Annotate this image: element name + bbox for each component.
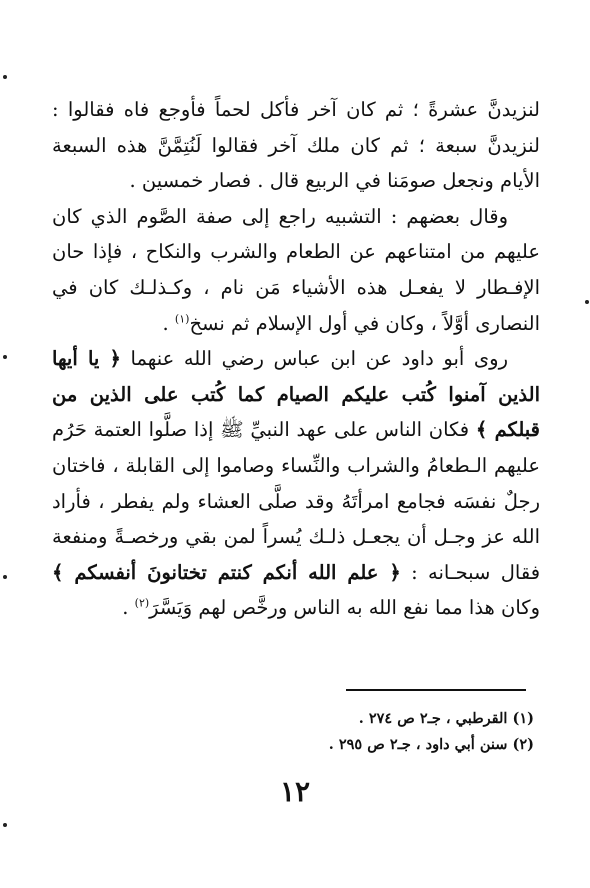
quran-bracket-open-2: ﴿ xyxy=(378,560,401,584)
footnote-2: (٢) سنن أبي داود ، جـ٢ ص ٢٩٥ . xyxy=(328,736,534,753)
margin-dot xyxy=(3,575,7,579)
margin-dot xyxy=(3,823,7,827)
margin-dot xyxy=(585,300,589,304)
quran-verse-1: يا أيها الذين آمنوا كُتب عليكم الصيام كما كُتب على الذين من قبلكم xyxy=(52,347,540,442)
quran-bracket-close: ﴾ xyxy=(475,418,495,442)
quran-bracket-close-2: ﴾ xyxy=(52,560,75,584)
paragraph-3-middle: فكان الناس على عهد النبيِّ ﷺ إذا صلَّوا العتمة حَرُم عليهم الـطعامُ والشراب والنِّساء وصاموا إلى القابلة ، فاختان رجلٌ نفسَه فجامع امرأتَهُ وقد صلَّى العشاء ولم يفطر ، فأراد الله عز وجـل أن يجعـل ذلـك يُسراً لمن بقي ورخصـةً ومنفعة فقال سبحـانه : xyxy=(52,418,541,584)
paragraph-2 xyxy=(52,199,540,341)
quran-verse-2: علم الله أنكم كنتم تختانونَ أنفسكم xyxy=(74,560,379,584)
footnote-divider xyxy=(346,689,526,691)
page-number: ١٢ xyxy=(279,775,311,808)
footnote-ref-1[interactable]: (١) xyxy=(174,312,190,326)
footnote-ref-2[interactable]: (٢) xyxy=(134,596,150,610)
paragraph-3-end: . xyxy=(122,596,135,620)
footnote-1: (١) القرطبي ، جـ٢ ص ٢٧٤ . xyxy=(358,710,534,727)
paragraph-3 xyxy=(52,341,540,626)
paragraph-3-after: وكان هذا مما نفع الله به الناس ورخَّص لهم وَيَسَّرَ xyxy=(149,596,540,620)
quran-bracket-open: ﴿ xyxy=(99,347,121,371)
paragraph-1 xyxy=(52,92,540,199)
paragraph-2-end: . xyxy=(162,311,175,335)
paragraph-1-text: لنزيدنَّ عشرةً ؛ ثم كان آخر فأكل لحماً فأوجع فاه فقالوا : لنزيدنَّ سبعة ؛ ثم كان ملك آخر فقالوا لَنُتِمَّنَّ هذه السبعة الأيام ونجعل صومَنا في الربيع قال . فصار خمسين . xyxy=(52,98,540,193)
body-text xyxy=(52,92,540,626)
footnotes xyxy=(134,706,534,758)
margin-dot xyxy=(3,355,7,359)
paragraph-3-intro: روى أبو داود عن ابن عباس رضي الله عنهما xyxy=(120,347,509,371)
paragraph-2-text: وقال بعضهم : التشبيه راجع إلى صفة الصَّوم الذي كان عليهم من امتناعهم عن الطعام والشرب والنكاح ، فإذا حان الإفـطار لا يفعـل هذه الأشياء مَن نام ، وكـذلـك كان في النصارى أوَّلاً ، وكان في أول الإسلام ثم نسخ xyxy=(52,204,540,335)
margin-dot xyxy=(3,75,7,79)
